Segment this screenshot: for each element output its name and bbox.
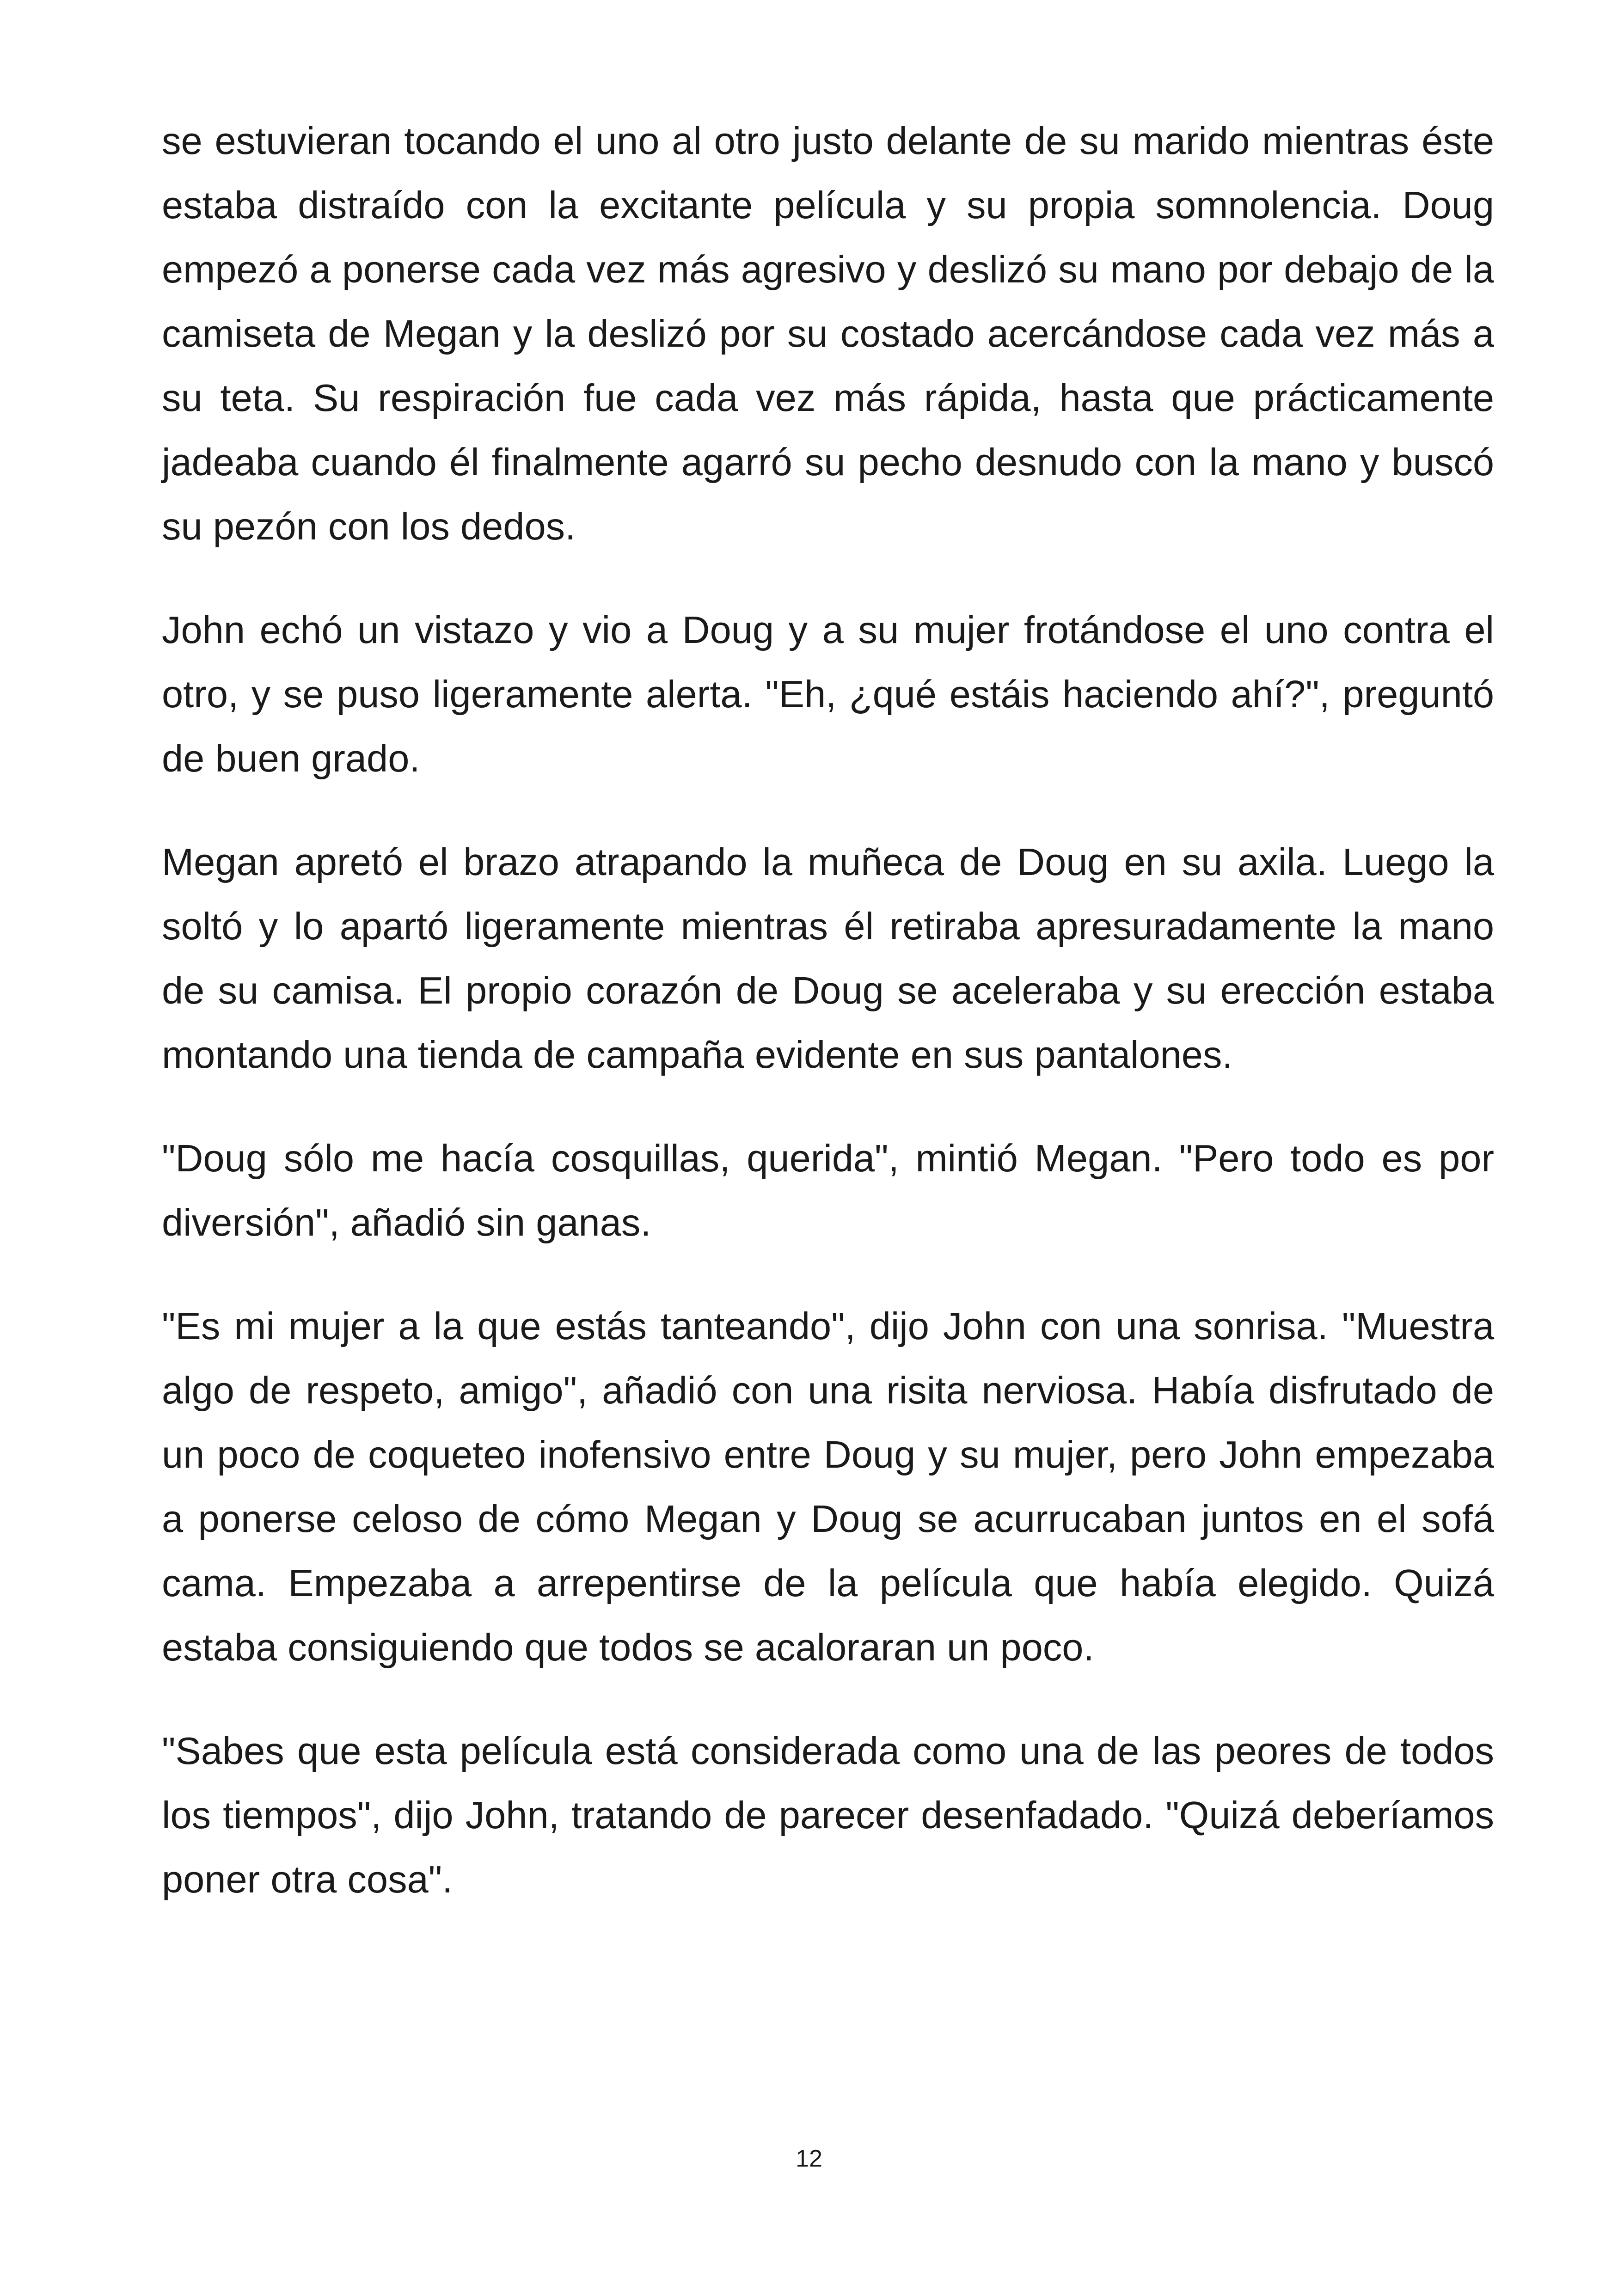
paragraph-3: Megan apretó el brazo atrapando la muñeca de Doug en su axila. Luego la soltó y lo apartó ligeramente mientras él retiraba apresuradamente la mano de su camisa. El propio corazón de Doug se aceleraba y su erección estaba montando una tienda de campaña evidente en sus pantalones. bbox=[162, 840, 1494, 1076]
paragraph-4: "Doug sólo me hacía cosquillas, querida", mintió Megan. "Pero todo es por diversión", añadió sin ganas. bbox=[162, 1137, 1494, 1244]
paragraph-2: John echó un vistazo y vio a Doug y a su mujer frotándose el uno contra el otro, y se puso ligeramente alerta. "Eh, ¿qué estáis haciendo ahí?", preguntó de buen grado. bbox=[162, 608, 1494, 780]
paragraph-1: se estuvieran tocando el uno al otro justo delante de su marido mientras éste estaba distraído con la excitante película y su propia somnolencia. Doug empezó a ponerse cada vez más agresivo y deslizó su mano por debajo de la camiseta de Megan y la deslizó por su costado acercándose cada vez más a su teta. Su respiración fue cada vez más rápida, hasta que prácticamente jadeaba cuando él finalmente agarró su pecho desnudo con la mano y buscó su pezón con los dedos. bbox=[162, 119, 1494, 548]
body-text bbox=[162, 109, 1494, 1911]
paragraph-5: "Es mi mujer a la que estás tanteando", dijo John con una sonrisa. "Muestra algo de respeto, amigo", añadió con una risita nerviosa. Había disfrutado de un poco de coqueteo inofensivo entre Doug y su mujer, pero John empezaba a ponerse celoso de cómo Megan y Doug se acurrucaban juntos en el sofá cama. Empezaba a arrepentirse de la película que había elegido. Quizá estaba consiguiendo que todos se acaloraran un poco. bbox=[162, 1304, 1494, 1669]
page-number: 12 bbox=[796, 2145, 822, 2172]
paragraph-6: "Sabes que esta película está considerada como una de las peores de todos los tiempos", dijo John, tratando de parecer desenfadado. "Quizá deberíamos poner otra cosa". bbox=[162, 1729, 1494, 1901]
